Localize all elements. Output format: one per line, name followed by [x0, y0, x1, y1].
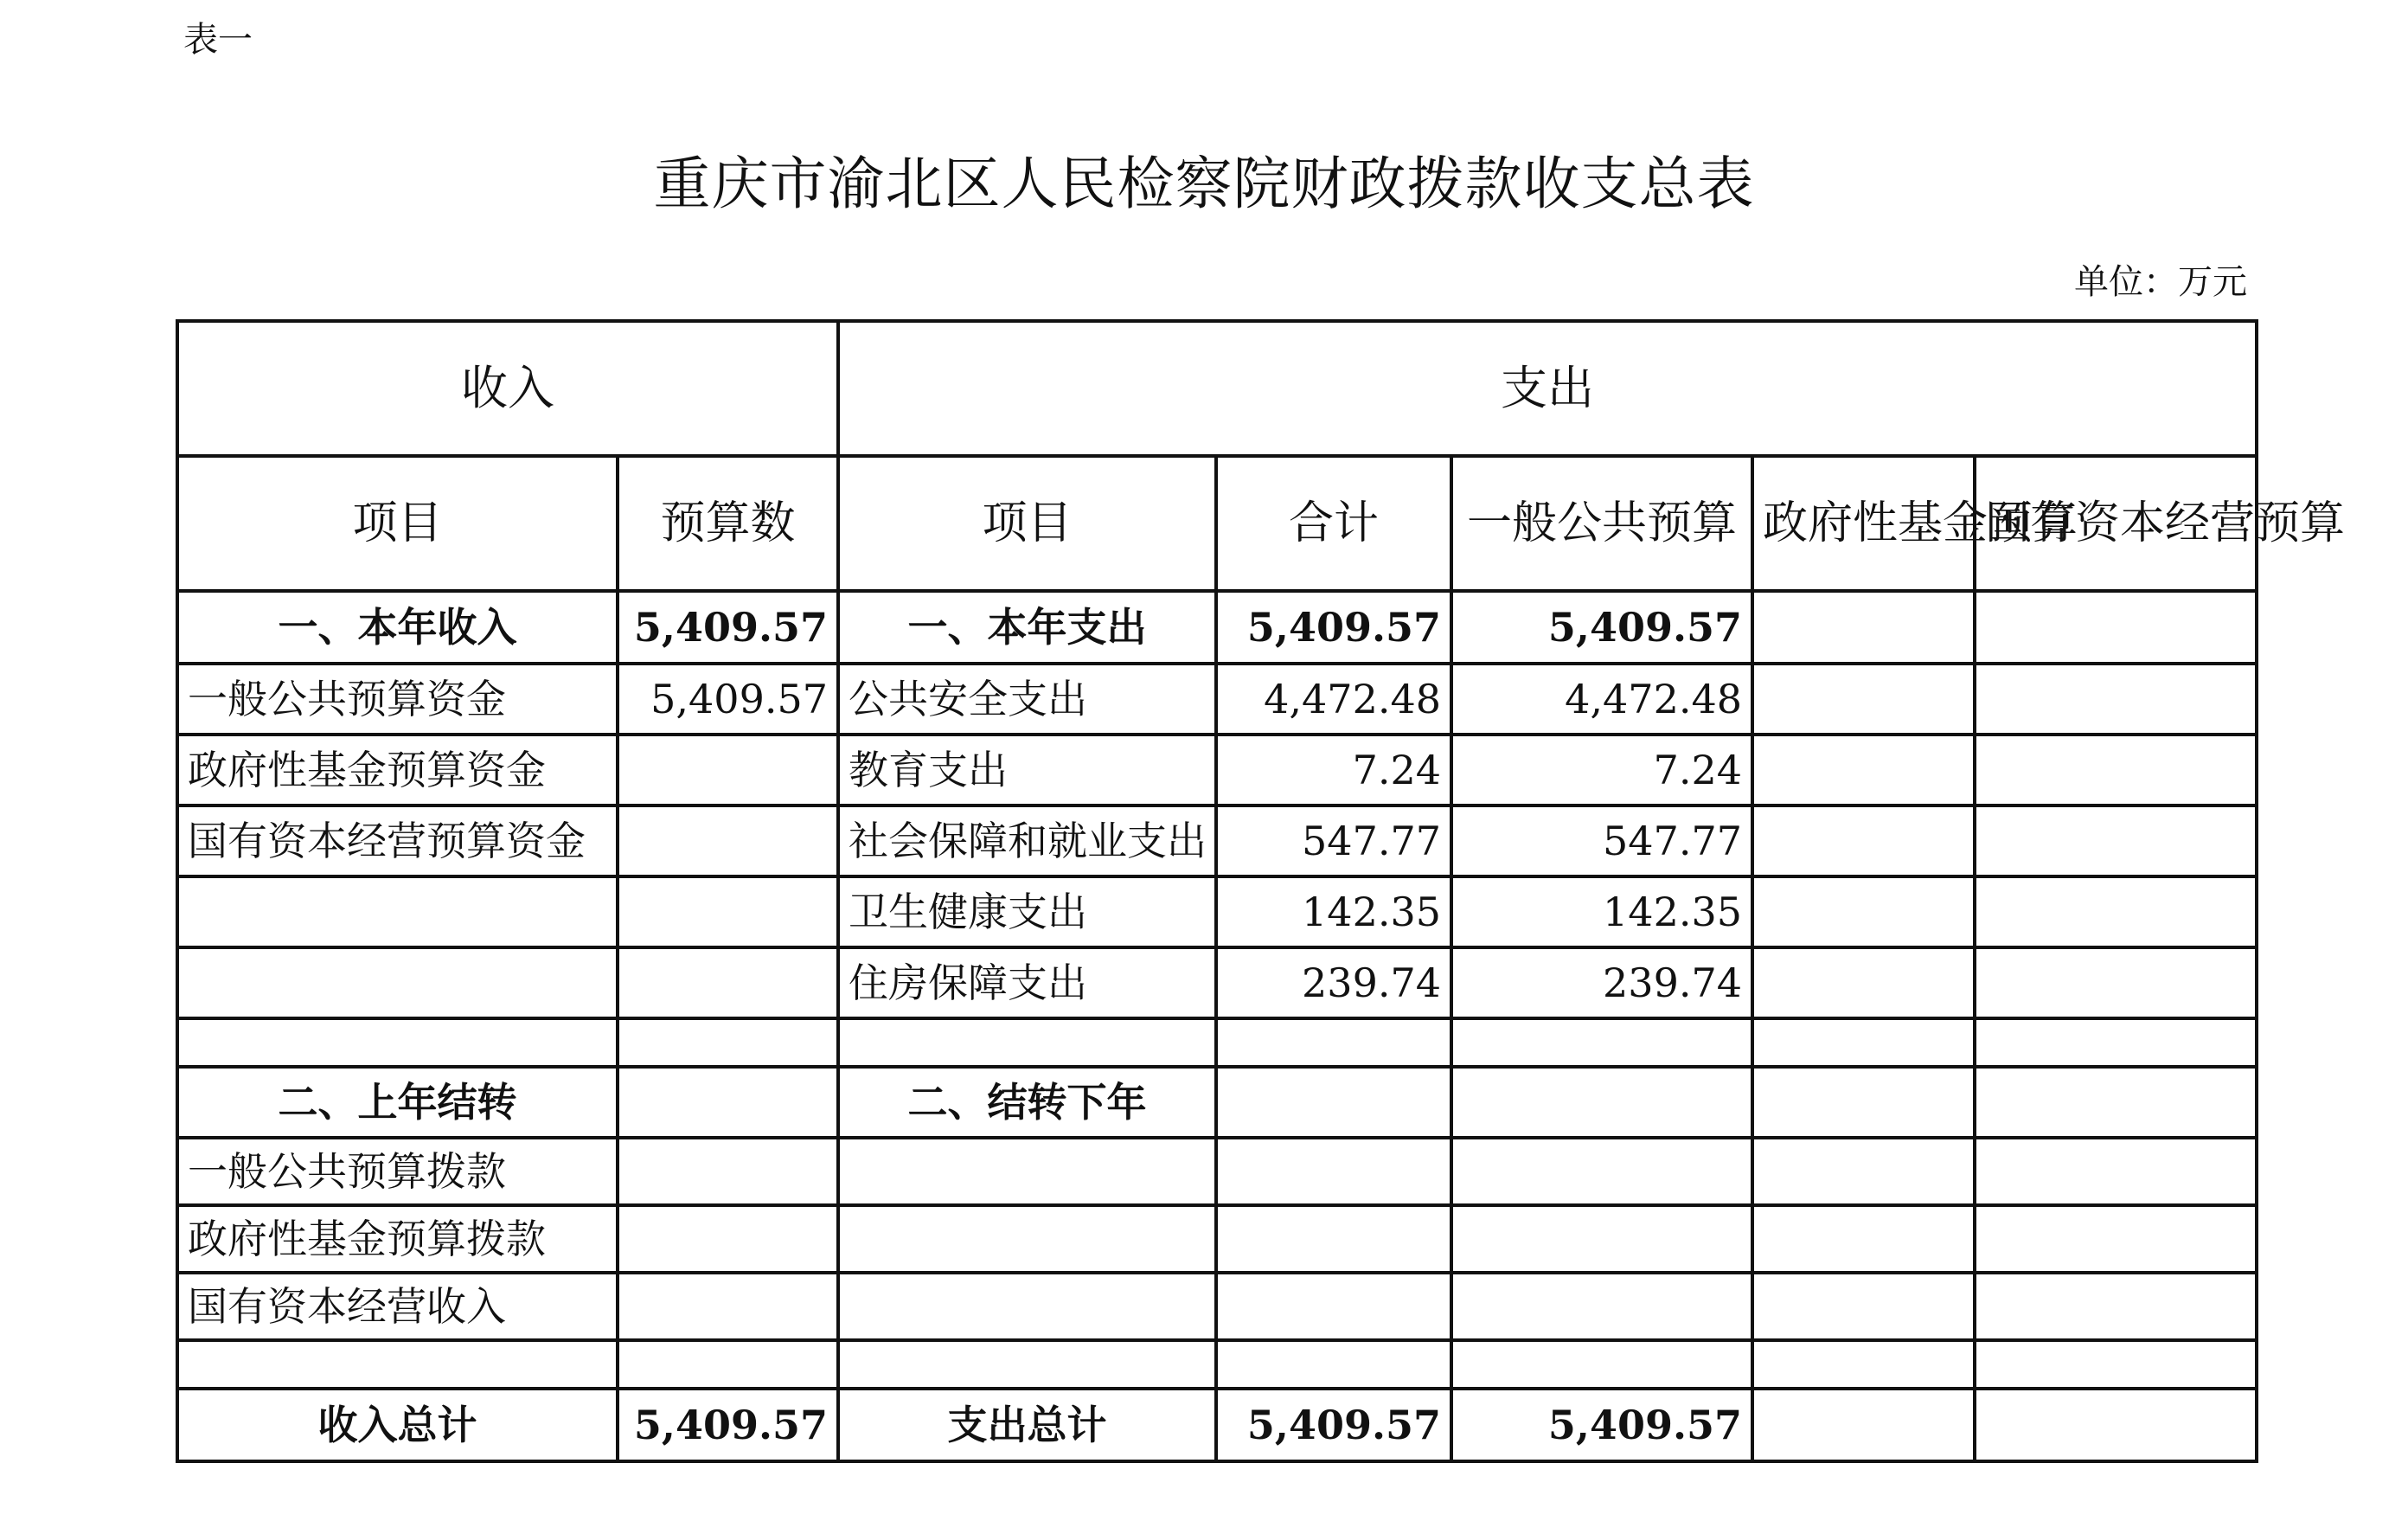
income-budget-cell — [618, 1273, 838, 1340]
gov-fund-cell — [1752, 1389, 1975, 1461]
expense-total-cell: 5,409.57 — [1216, 1389, 1451, 1461]
income-item-cell: 二、上年结转 — [177, 1067, 618, 1138]
income-item-cell: 政府性基金预算资金 — [177, 735, 618, 805]
expense-item-header: 项目 — [838, 456, 1216, 591]
income-group-header: 收入 — [177, 321, 838, 456]
expense-total-cell — [1216, 1205, 1451, 1273]
income-budget-cell — [618, 1340, 838, 1389]
table-row — [177, 1138, 2257, 1205]
table-row — [177, 735, 2257, 805]
gov-fund-cell — [1752, 1205, 1975, 1273]
expense-item-cell — [838, 1340, 1216, 1389]
expense-item-cell — [838, 1138, 1216, 1205]
state-capital-cell — [1975, 591, 2257, 664]
income-item-cell: 收入总计 — [177, 1389, 618, 1461]
general-budget-cell: 239.74 — [1451, 947, 1752, 1018]
expense-group-header: 支出 — [838, 321, 2257, 456]
income-item-cell: 国有资本经营收入 — [177, 1273, 618, 1340]
income-item-cell: 一、本年收入 — [177, 591, 618, 664]
state-capital-cell — [1975, 1138, 2257, 1205]
general-budget-cell — [1451, 1138, 1752, 1205]
income-budget-cell — [618, 947, 838, 1018]
general-budget-cell — [1451, 1273, 1752, 1340]
expense-item-cell: 社会保障和就业支出 — [838, 805, 1216, 876]
table-number: 表一 — [183, 20, 253, 60]
income-budget-cell — [618, 1205, 838, 1273]
general-budget-cell — [1451, 1340, 1752, 1389]
table-row — [177, 805, 2257, 876]
general-budget-cell: 5,409.57 — [1451, 591, 1752, 664]
table-row — [177, 1205, 2257, 1273]
expense-total-cell: 4,472.48 — [1216, 664, 1451, 735]
gov-fund-budget-header: 政府性基金预算 — [1752, 456, 1975, 591]
state-capital-cell — [1975, 1067, 2257, 1138]
table-row — [177, 1018, 2257, 1067]
state-capital-cell — [1975, 1018, 2257, 1067]
expense-item-cell — [838, 1018, 1216, 1067]
expense-item-cell: 卫生健康支出 — [838, 876, 1216, 947]
gov-fund-cell — [1752, 805, 1975, 876]
table-row — [177, 664, 2257, 735]
income-item-cell — [177, 1018, 618, 1067]
income-budget-cell — [618, 1067, 838, 1138]
state-capital-cell — [1975, 735, 2257, 805]
expense-item-cell: 教育支出 — [838, 735, 1216, 805]
gov-fund-cell — [1752, 735, 1975, 805]
table-row — [177, 1273, 2257, 1340]
expense-total-cell — [1216, 1018, 1451, 1067]
state-capital-budget-header: 国有资本经营预算 — [1975, 456, 2257, 591]
income-item-header: 项目 — [177, 456, 618, 591]
income-item-cell: 国有资本经营预算资金 — [177, 805, 618, 876]
group-header-row — [177, 321, 2257, 456]
income-budget-cell: 5,409.57 — [618, 1389, 838, 1461]
general-budget-cell: 142.35 — [1451, 876, 1752, 947]
expense-total-cell: 142.35 — [1216, 876, 1451, 947]
expense-total-cell: 239.74 — [1216, 947, 1451, 1018]
expense-item-cell: 住房保障支出 — [838, 947, 1216, 1018]
state-capital-cell — [1975, 664, 2257, 735]
income-item-cell — [177, 1340, 618, 1389]
expense-item-cell — [838, 1273, 1216, 1340]
column-header-row — [177, 456, 2257, 591]
income-budget-cell — [618, 876, 838, 947]
expense-total-cell: 547.77 — [1216, 805, 1451, 876]
general-budget-cell: 547.77 — [1451, 805, 1752, 876]
document-title: 重庆市渝北区人民检察院财政拨款收支总表 — [653, 151, 1755, 217]
income-item-cell: 一般公共预算资金 — [177, 664, 618, 735]
income-budget-header: 预算数 — [618, 456, 838, 591]
expense-item-cell: 一、本年支出 — [838, 591, 1216, 664]
gov-fund-cell — [1752, 1138, 1975, 1205]
state-capital-cell — [1975, 876, 2257, 947]
expense-total-cell — [1216, 1273, 1451, 1340]
income-item-cell: 一般公共预算拨款 — [177, 1138, 618, 1205]
gov-fund-cell — [1752, 876, 1975, 947]
state-capital-cell — [1975, 947, 2257, 1018]
budget-summary-table — [176, 319, 2346, 1463]
income-budget-cell — [618, 1018, 838, 1067]
expense-total-cell — [1216, 1067, 1451, 1138]
income-budget-cell — [618, 805, 838, 876]
gov-fund-cell — [1752, 1273, 1975, 1340]
income-item-cell — [177, 876, 618, 947]
gov-fund-cell — [1752, 1018, 1975, 1067]
state-capital-cell — [1975, 1273, 2257, 1340]
table-row — [177, 1067, 2257, 1138]
table-row — [177, 591, 2257, 664]
income-item-cell — [177, 947, 618, 1018]
general-budget-cell — [1451, 1067, 1752, 1138]
state-capital-cell — [1975, 1340, 2257, 1389]
income-item-cell: 政府性基金预算拨款 — [177, 1205, 618, 1273]
gov-fund-cell — [1752, 591, 1975, 664]
unit-label: 单位：万元 — [2074, 262, 2247, 302]
general-budget-header: 一般公共预算 — [1451, 456, 1752, 591]
income-budget-cell — [618, 735, 838, 805]
general-budget-cell — [1451, 1018, 1752, 1067]
expense-item-cell: 支出总计 — [838, 1389, 1216, 1461]
income-budget-cell — [618, 1138, 838, 1205]
state-capital-cell — [1975, 1205, 2257, 1273]
general-budget-cell — [1451, 1205, 1752, 1273]
expense-item-cell: 公共安全支出 — [838, 664, 1216, 735]
general-budget-cell: 5,409.57 — [1451, 1389, 1752, 1461]
table-row — [177, 1340, 2257, 1389]
expense-total-cell: 7.24 — [1216, 735, 1451, 805]
gov-fund-cell — [1752, 1340, 1975, 1389]
expense-total-header: 合计 — [1216, 456, 1451, 591]
table-row — [177, 947, 2257, 1018]
expense-item-cell: 二、结转下年 — [838, 1067, 1216, 1138]
general-budget-cell: 4,472.48 — [1451, 664, 1752, 735]
gov-fund-cell — [1752, 1067, 1975, 1138]
gov-fund-cell — [1752, 947, 1975, 1018]
expense-item-cell — [838, 1205, 1216, 1273]
table-row — [177, 1389, 2257, 1461]
general-budget-cell: 7.24 — [1451, 735, 1752, 805]
income-budget-cell: 5,409.57 — [618, 664, 838, 735]
gov-fund-cell — [1752, 664, 1975, 735]
income-budget-cell: 5,409.57 — [618, 591, 838, 664]
expense-total-cell — [1216, 1340, 1451, 1389]
table-row — [177, 876, 2257, 947]
expense-total-cell: 5,409.57 — [1216, 591, 1451, 664]
state-capital-cell — [1975, 805, 2257, 876]
expense-total-cell — [1216, 1138, 1451, 1205]
state-capital-cell — [1975, 1389, 2257, 1461]
